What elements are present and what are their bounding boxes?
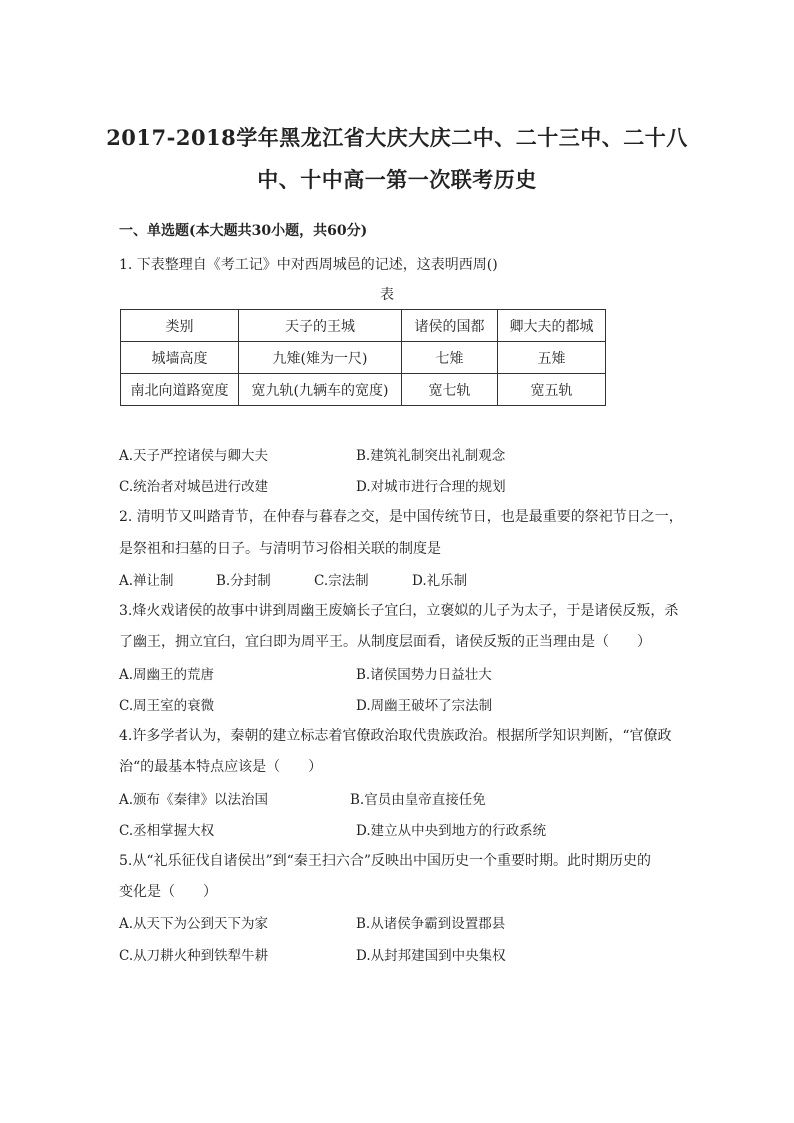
question-2-stem-line-1: 2. 清明节又叫踏青节，在仲春与暮春之交，是中国传统节日，也是最重要的祭祀节日之一， — [119, 509, 683, 525]
q1-option-c: C.统治者对城邑进行改建 — [119, 479, 269, 495]
q5-option-a: A.从天下为公到天下为家 — [119, 916, 269, 932]
q5-option-c: C.从刀耕火种到铁犁牛耕 — [119, 948, 269, 964]
question-3-stem-line-1: 3.烽火戏诸侯的故事中讲到周幽王废嫡长子宜臼，立褒姒的儿子为太子，于是诸侯反叛，杀 — [119, 603, 679, 619]
q4-option-d: D.建立从中央到地方的行政系统 — [356, 823, 547, 839]
question-4-stem-line-2: 治“的最基本特点应该是（ ） — [119, 759, 323, 775]
q2-option-a: A.禅让制 — [119, 573, 174, 589]
q3-option-b: B.诸侯国势力日益壮大 — [356, 667, 492, 683]
table-cell: 宽五轨 — [498, 374, 606, 406]
q5-option-d: D.从封邦建国到中央集权 — [356, 948, 506, 964]
table-header-cell: 类别 — [121, 310, 239, 342]
table-cell: 宽九轨(九辆车的宽度) — [239, 374, 402, 406]
table-row — [121, 374, 606, 406]
section-header: 一、单选题(本大题共30小题，共60分) — [119, 223, 368, 239]
q2-option-d: D.礼乐制 — [412, 573, 468, 589]
table-caption: 表 — [380, 287, 394, 303]
q1-option-d: D.对城市进行合理的规划 — [356, 479, 506, 495]
question-3-stem-line-2: 了幽王，拥立宜臼，宜臼即为周平王。从制度层面看，诸侯反叛的正当理由是（ ） — [119, 634, 651, 650]
q4-option-b: B.官员由皇帝直接任免 — [350, 792, 486, 808]
q5-option-b: B.从诸侯争霸到设置郡县 — [356, 916, 506, 932]
q1-option-b: B.建筑礼制突出礼制观念 — [356, 448, 506, 464]
table-cell: 城墙高度 — [121, 342, 239, 374]
question-5-stem-line-2: 变化是（ ） — [119, 884, 217, 900]
q3-option-d: D.周幽王破坏了宗法制 — [356, 698, 493, 714]
q4-option-c: C.丞相掌握大权 — [119, 823, 215, 839]
table-cell: 五雉 — [498, 342, 606, 374]
question-1-stem: 1. 下表整理自《考工记》中对西周城邑的记述，这表明西周() — [119, 257, 498, 273]
table-row — [121, 342, 606, 374]
table-header-row — [121, 310, 606, 342]
table-cell: 七雉 — [402, 342, 498, 374]
q3-option-c: C.周王室的衰微 — [119, 698, 215, 714]
table-header-cell: 天子的王城 — [239, 310, 402, 342]
q2-option-b: B.分封制 — [216, 573, 271, 589]
q4-option-a: A.颁布《秦律》以法治国 — [119, 792, 269, 808]
question-2-stem-line-2: 是祭祖和扫墓的日子。与清明节习俗相关联的制度是 — [119, 541, 441, 557]
table-cell: 南北向道路宽度 — [121, 374, 239, 406]
q3-option-a: A.周幽王的荒唐 — [119, 667, 215, 683]
question-4-stem-line-1: 4.许多学者认为，秦朝的建立标志着官僚政治取代贵族政治。根据所学知识判断，“官僚政 — [119, 728, 672, 744]
table-header-cell: 卿大夫的都城 — [498, 310, 606, 342]
document-title-line-1: 2017-2018学年黑龙江省大庆大庆二中、二十三中、二十八 — [106, 125, 688, 150]
document-title-line-2: 中、十中高一第一次联考历史 — [257, 167, 537, 192]
question-5-stem-line-1: 5.从“礼乐征伐自诸侯出”到“秦王扫六合”反映出中国历史一个重要时期。此时期历史的 — [119, 853, 651, 869]
table-header-cell: 诸侯的国都 — [402, 310, 498, 342]
table-cell: 宽七轨 — [402, 374, 498, 406]
q1-option-a: A.天子严控诸侯与卿大夫 — [119, 448, 269, 464]
table-cell: 九雉(雉为一尺) — [239, 342, 402, 374]
question-1-table — [120, 309, 606, 406]
q2-option-c: C.宗法制 — [314, 573, 369, 589]
